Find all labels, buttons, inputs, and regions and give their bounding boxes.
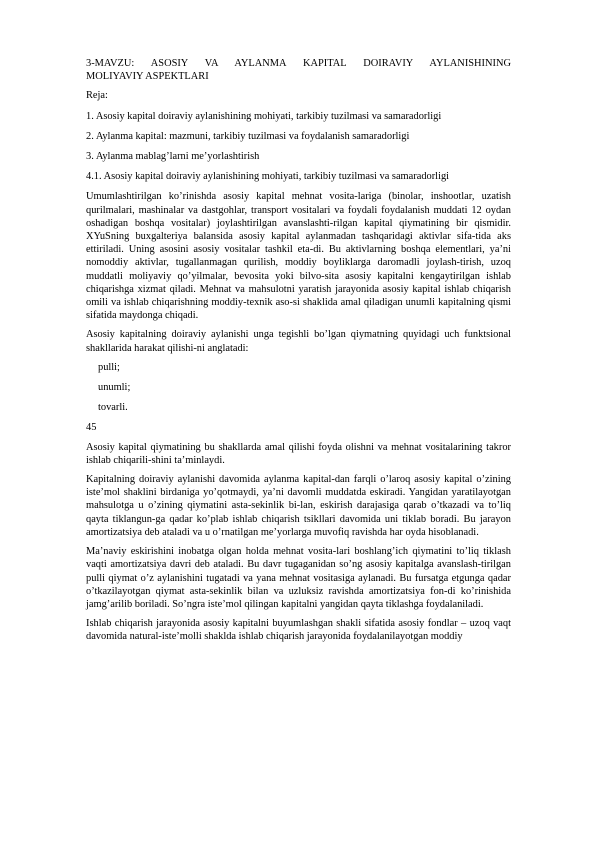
plan-item: 2. Aylanma kapital: mazmuni, tarkibiy tuzilmasi va foydalanish samaradorligi [86, 130, 410, 142]
paragraph: Umumlashtirilgan ko’rinishda asosiy kapital mehnat vosita-lariga (binolar, inshootlar, uzatish qurilmalari, mashinalar va dastgohlar, transport vositalari va foydali foydalanish muddati 12 oydan oshadigan boshqa vositalar) joylashtirilgan avanslashti-rilgan kapital qiymatining bir qismidir. XYuSning buxgalteriya balansida asosiy kapital aylanmadan tashqaridagi aktivlar sifa-tida aks ettiriladi. Uning asosini asosiy vositalar tashkil eta-di. Bu aktivlarning boshqa elementlari, ya’ni nomoddiy aktivlar, tugallanmagan qurilish, moddiy boyliklarga daromadli joylash-tirish, uzoq muddatli moliyaviy qo’yilmalar, bevosita yoki bilvo-sita asosiy kapitalni kengaytirilgan ishlab chiqarishga xizmat qiladi. Mehnat va mahsulotni yaratish jarayonida asosiy kapital ishlab chiqarish omili va ishlab chiqarishning moddiy-texnik aso-si shaklida amal qiladigan unumli kapitalning qismi sifatida maydonga chiqadi. [86, 191, 511, 322]
plan-item: 1. Asosiy kapital doiraviy aylanishining mohiyati, tarkibiy tuzilmasi va samaradorligi [86, 110, 442, 122]
title-line-2: MOLIYAVIY ASPEKTLARI [86, 71, 209, 83]
section-heading: 4.1. Asosiy kapital doiraviy aylanishining mohiyati, tarkibiy tuzilmasi va samaradorligi [86, 171, 450, 183]
plan-item: 3. Aylanma mablag’larni me’yorlashtirish [86, 151, 260, 163]
paragraph: Asosiy kapital qiymatining bu shakllarda amal qilishi foyda olishni va mehnat vositalarining takror ishlab chiqarili-shini ta’minlaydi. [86, 441, 511, 466]
title-line-1: 3-MAVZU: ASOSIY VA AYLANMA KAPITAL DOIRAVIY AYLANISHINING [86, 58, 511, 69]
paragraph: Ma’naviy eskirishini inobatga olgan holda mehnat vosita-lari boshlang’ich qiymatini to’liq tiklash vaqti amortizatsiya davri deb ataladi. Bu davr tugaganidan so’ng asosiy kapitalga avanslash-tirilgan pulli qiymat o’z aylanishini tugatadi va yana mehnat vositasiga aylanadi. Bu fursatga etgunga qadar o’tkazilayotgan qiymat asta-sekinlik bilan va uzluksiz ravishda amortizatsiya fon-di ko’rinishida jamg’arilib boriladi. So’ngra iste’mol qilingan kapitalni yangidan qayta tiklashga foydalaniladi. [86, 546, 511, 610]
paragraph: Asosiy kapitalning doiraviy aylanishi unga tegishli bo’lgan qiymatning quyidagi uch funktsional shakllarida harakat qilishi-ni anglatadi: [86, 329, 511, 354]
document-body [86, 57, 511, 650]
paragraph: Kapitalning doiraviy aylanishi davomida aylanma kapital-dan farqli o’laroq asosiy kapital o’zining iste’mol shaklini birdaniga yo’qotmaydi, ya’ni davomli muddatda eskiradi. Yangidan yaratilayotgan mahsulotga u o’zining qiymatini asta-sekinlik bi-lan, eskirish darajasiga qarab o’tkazadi va to’liq qayta tiklangun-ga qadar ko’plab ishlab chiqarish tsikllari davomida uni tiklab boradi. Bu jarayon amortizatsiya deb ataladi va u o’rnatilgan me’yorlarga muvofiq ravishda har oyda hisoblanadi. [86, 474, 511, 538]
plan-label: Reja: [86, 90, 108, 102]
list-item: tovarli. [98, 402, 128, 414]
list-item: unumli; [98, 382, 131, 394]
page-number: 45 [86, 422, 97, 434]
list-item: pulli; [98, 361, 120, 373]
document-title [86, 57, 511, 83]
paragraph: Ishlab chiqarish jarayonida asosiy kapitalni buyumlashgan shakli sifatida asosiy fondlar – uzoq vaqt davomida natural-iste’molli shaklda ishlab chiqarish jarayonida foydalanilayotgan moddiy [86, 618, 511, 643]
